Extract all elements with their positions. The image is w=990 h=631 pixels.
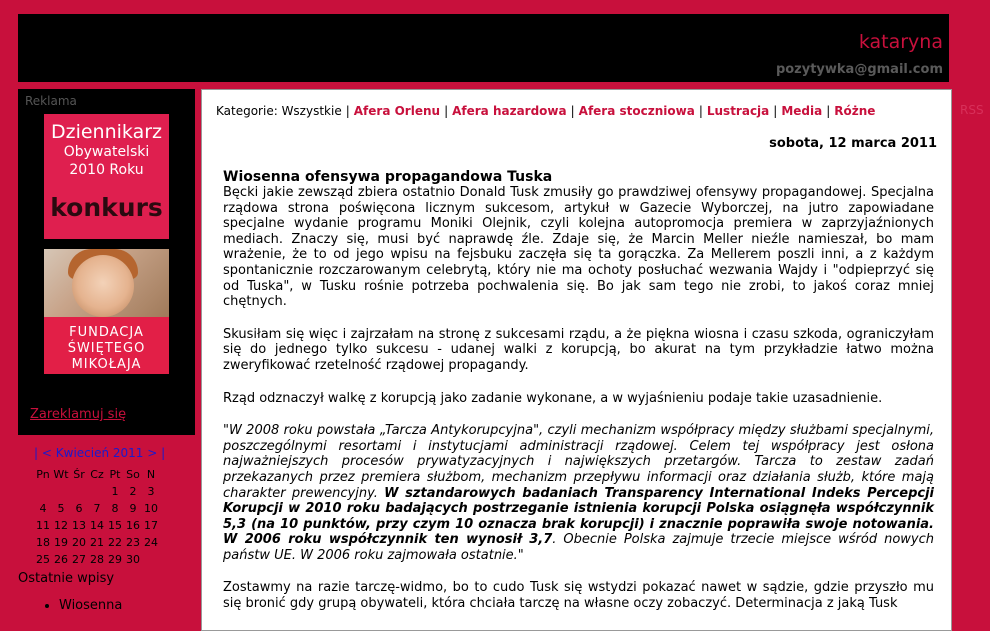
recent-posts-list <box>44 598 122 613</box>
calendar-day[interactable]: 18 <box>36 536 50 549</box>
calendar-day[interactable]: 27 <box>72 553 86 566</box>
advertise-link[interactable]: Zareklamuj się <box>30 407 127 422</box>
ad2-line3: MIKOŁAJA <box>71 357 142 372</box>
calendar-day[interactable]: 19 <box>54 536 68 549</box>
calendar-grid <box>34 466 160 568</box>
calendar-day <box>34 483 52 500</box>
ad-banner-fundacja[interactable] <box>44 249 169 374</box>
calendar-week <box>34 534 160 551</box>
category-nav: Kategorie: Wszystkie | Afera Orlenu | Afera hazardowa | Afera stoczniowa | Lustracja | Media | Różne <box>216 104 876 118</box>
ad2-text <box>44 325 169 373</box>
ad1-line2: Obywatelski <box>63 144 150 160</box>
calendar-nav: | < Kwiecień 2011 > | <box>34 446 166 460</box>
calendar-day[interactable]: 9 <box>129 502 137 515</box>
calendar-day[interactable]: 26 <box>54 553 68 566</box>
categories-prefix[interactable]: Kategorie: Wszystkie <box>216 104 342 118</box>
calendar-day[interactable]: 10 <box>144 502 158 515</box>
calendar-day[interactable]: 20 <box>72 536 86 549</box>
post-paragraph: Zostawmy na razie tarczę-widmo, bo to cudo Tusk się wstydzi pokazać nawet w sądzie, gdzie przyszło mu się bronić gdy grupą obywateli, która chciała tarczę na własne oczy zobaczyć. Determinacja z jaką Tusk <box>223 580 934 612</box>
calendar-day[interactable]: 14 <box>90 519 104 532</box>
calendar-day[interactable]: 15 <box>108 519 122 532</box>
calendar-week <box>34 483 160 500</box>
category-media[interactable]: Media <box>781 104 823 118</box>
calendar-month[interactable]: Kwiecień 2011 <box>55 446 144 460</box>
calendar-day[interactable]: 8 <box>111 502 119 515</box>
calendar-day[interactable]: 4 <box>39 502 47 515</box>
calendar-day[interactable]: 3 <box>147 485 155 498</box>
calendar-prev-button[interactable]: < <box>41 446 52 460</box>
calendar-day[interactable]: 23 <box>126 536 140 549</box>
calendar-day[interactable]: 25 <box>36 553 50 566</box>
ad2-line1: FUNDACJA <box>69 325 144 340</box>
calendar-day[interactable]: 28 <box>90 553 104 566</box>
weekday-label: Pn <box>36 468 50 481</box>
weekday-label: Wt <box>53 468 69 481</box>
calendar-week <box>34 517 160 534</box>
calendar-day[interactable]: 12 <box>54 519 68 532</box>
calendar-week <box>34 500 160 517</box>
post-quote <box>223 423 934 563</box>
calendar-day[interactable]: 21 <box>90 536 104 549</box>
calendar-day[interactable]: 22 <box>108 536 122 549</box>
calendar-day[interactable]: 1 <box>111 485 119 498</box>
rss-link[interactable]: RSS <box>960 103 984 117</box>
calendar-day[interactable]: 5 <box>57 502 65 515</box>
category-rozne[interactable]: Różne <box>834 104 876 118</box>
ads-heading: Reklama <box>25 94 77 108</box>
category-afera-orlenu[interactable]: Afera Orlenu <box>353 104 441 118</box>
child-face <box>72 255 134 317</box>
calendar-day[interactable]: 2 <box>129 485 137 498</box>
calendar-day <box>142 551 160 568</box>
blog-post <box>223 169 934 629</box>
calendar-day[interactable]: 11 <box>36 519 50 532</box>
calendar-day[interactable]: 16 <box>126 519 140 532</box>
ad-banner-dziennikarz[interactable] <box>44 114 169 239</box>
weekday-label: N <box>146 468 156 481</box>
calendar-day <box>88 483 106 500</box>
calendar-day[interactable]: 7 <box>93 502 101 515</box>
post-paragraph: Skusiłam się więc i zajrzałam na stronę z sukcesami rządu, a że piękna wiosna i czasu szkoda, ograniczyłam się do jednego tylko sukcesu - udanej walki z korupcją, bo akurat na tym przykładzie łatwo można zweryfikować rzetelność rządowej propagandy. <box>223 326 934 373</box>
calendar-day <box>52 483 70 500</box>
category-lustracja[interactable]: Lustracja <box>706 104 770 118</box>
calendar-day[interactable]: 29 <box>108 553 122 566</box>
main-content <box>201 89 952 631</box>
quote-text-end: . Obecnie Polska zajmuje trzecie miejsce wśród nowych państw UE. W 2006 roku zajmowała ostatnie." <box>223 532 934 563</box>
weekday-label: Śr <box>73 468 85 481</box>
category-afera-stoczniowa[interactable]: Afera stoczniowa <box>578 104 695 118</box>
calendar-next-button[interactable]: > <box>147 446 158 460</box>
post-date: sobota, 12 marca 2011 <box>769 136 937 151</box>
weekday-label: Pt <box>109 468 121 481</box>
site-title[interactable]: kataryna <box>858 31 943 53</box>
calendar-day[interactable]: 13 <box>72 519 86 532</box>
quote-bold-text: W sztandarowych badaniach Transparency International Indeks Percepcji Korupcji w 2010 roku badających postrzeganie istnienia korupcji Polska osiągnęła współczynnik 5,3 (na 10 punktów, przy czym 10 oznacza brak korupcji) i znacznie poprawiła swoje notowania. W 2006 roku współczynnik ten wynosił 3,7 <box>223 485 934 548</box>
calendar-day[interactable]: 6 <box>75 502 83 515</box>
weekday-label: So <box>126 468 140 481</box>
sidebar <box>18 89 195 435</box>
post-title[interactable]: Wiosenna ofensywa propagandowa Tuska <box>223 169 553 185</box>
ad1-line3: 2010 Roku <box>69 162 144 178</box>
calendar-day <box>70 483 88 500</box>
post-paragraph: Bęcki jakie zewsząd zbiera ostatnio Donald Tusk zmusiły go prawdziwej ofensywy propagandowej. Specjalna rządowa strona poświęcona licznym sukcesom, artykuł w Gazecie Wyborczej, na jutro zapowiadane specjalne wydanie programu Moniki Olejnik, czyli kolejna autopromocja premiera w zaprzyjaźnionych mediach. Znaczy się, musi być naprawdę źle. Zdaje się, że Marcin Meller nieźle namieszał, bo mam wrażenie, że to od jego wpisu na fejsbuku zaczęła się ta gorączka. Za Mellerem poszli inni, a z każdym spontanicznie rozczarowanym celebrytą, który nie ma ochoty posłuchać wezwania Wajdy i "odpieprzyć się od Tuska", w Tusku rośnie potrzeba pochwalenia się. Bo jak sam tego nie zrobi, to jakoś coraz mniej chętnych. <box>223 185 934 310</box>
ad1-line1: Dziennikarz <box>50 121 163 143</box>
category-afera-hazardowa[interactable]: Afera hazardowa <box>452 104 567 118</box>
recent-post-item[interactable]: • Wiosenna <box>59 598 122 613</box>
weekday-label: Cz <box>90 468 104 481</box>
calendar-week <box>34 551 160 568</box>
site-header <box>18 14 949 83</box>
calendar-day[interactable]: 24 <box>144 536 158 549</box>
site-email[interactable]: pozytywka@gmail.com <box>775 62 943 77</box>
recent-posts-heading: Ostatnie wpisy <box>18 571 115 586</box>
post-paragraph: Rząd odznaczył walkę z korupcją jako zadanie wykonane, a w wyjaśnieniu podaje takie uzasadnienie. <box>223 390 883 406</box>
calendar-day[interactable]: 30 <box>126 553 140 566</box>
ad1-line4: konkurs <box>50 193 163 222</box>
quote-text: "W 2008 roku powstała „Tarcza Antykorupcyjna", czyli mechanizm współpracy między służbami specjalnymi, poszczególnymi resortami i instytucjami administracji rządowej. Celem tej współpracy jest osłona najważniejszych procesów prywatyzacyjnych i największych przetargów. Tarcza to zestaw zadań przekazanych przez premiera służbom, mechanizm przepływu informacji oraz działania służb, które mają charakter prewencyjny. <box>223 423 934 501</box>
ad2-line2: ŚWIĘTEGO <box>67 341 146 356</box>
calendar <box>34 446 165 568</box>
calendar-day[interactable]: 17 <box>144 519 158 532</box>
